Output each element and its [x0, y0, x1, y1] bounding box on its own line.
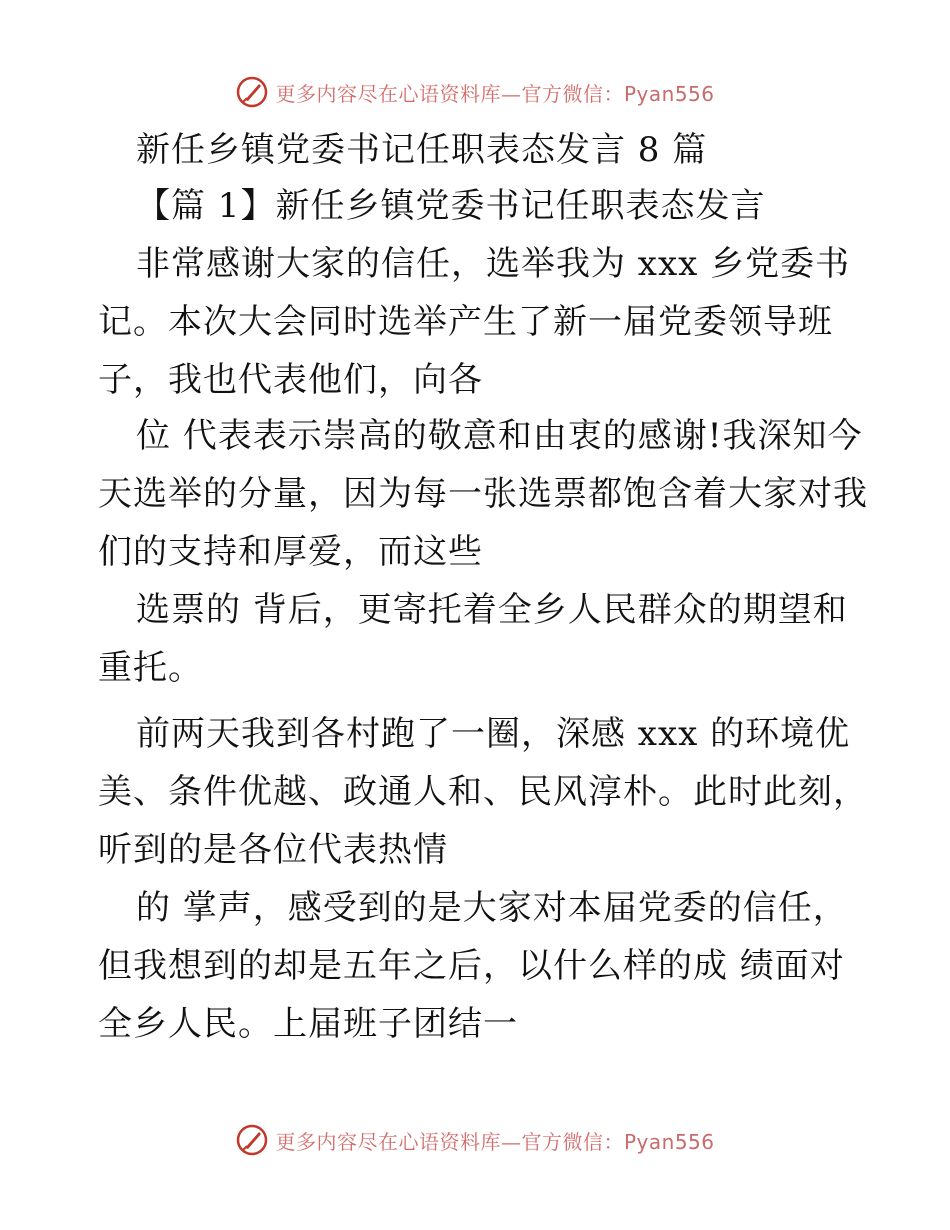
- paragraph-line: 美、条件优越、政通人和、民风淳朴。此时此刻，: [98, 772, 868, 812]
- header-banner: [0, 72, 950, 112]
- paragraph-line: 但我想到的却是五年之后，以什么样的成 绩面对: [98, 946, 845, 986]
- document-title: 新任乡镇党委书记任职表态发言 8 篇: [136, 130, 708, 170]
- paragraph-line: 选票的 背后，更寄托着全乡人民群众的期望和: [136, 590, 848, 630]
- footer-banner: [0, 1120, 950, 1160]
- paragraph-line: 重托。: [98, 648, 203, 688]
- paragraph-line: 们的支持和厚爱，而这些: [98, 532, 483, 572]
- banner-label: 更多内容尽在心语资料库—官方微信：Pyan556: [275, 1129, 715, 1154]
- paragraph-line: 记。本次大会同时选举产生了新一届党委领导班: [98, 302, 833, 342]
- paragraph-line: 的 掌声，感受到的是大家对本届党委的信任，: [136, 888, 848, 928]
- paragraph-line: 前两天我到各村跑了一圈，深感 xxx 的环境优: [136, 714, 851, 754]
- paragraph-line: 天选举的分量，因为每一张选票都饱含着大家对我: [98, 474, 868, 514]
- paragraph-line: 子，我也代表他们，向各: [98, 360, 483, 400]
- banner-label: 更多内容尽在心语资料库—官方微信：Pyan556: [275, 81, 715, 106]
- paragraph-line: 位 代表表示崇高的敬意和由衷的感谢!我深知今: [136, 416, 863, 456]
- paragraph-line: 听到的是各位代表热情: [98, 830, 448, 870]
- quill-logo-icon: [235, 75, 269, 109]
- quill-logo-icon: [235, 1123, 269, 1157]
- paragraph-line: 非常感谢大家的信任，选举我为 xxx 乡党委书: [136, 244, 851, 284]
- section-heading: 【篇 1】新任乡镇党委书记任职表态发言: [136, 186, 766, 226]
- paragraph-line: 全乡人民。上届班子团结一: [98, 1004, 518, 1044]
